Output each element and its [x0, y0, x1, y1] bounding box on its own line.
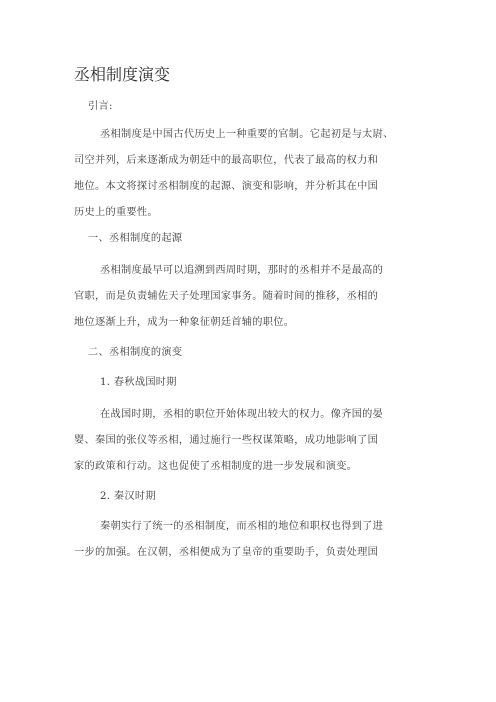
paragraph-line: 秦朝实行了统一的丞相制度，而丞相的地位和职权也得到了进: [100, 521, 384, 532]
paragraph-line: 地位。本文将探讨丞相制度的起源、演变和影响，并分析其在中国: [74, 181, 379, 192]
paragraph-line: 地位逐渐上升，成为一种象征朝廷首辅的职位。: [74, 317, 295, 328]
subsection-heading: 2. 秦汉时期: [100, 491, 156, 502]
paragraph-line: 官职，而是负责辅佐天子处理国家事务。随着时间的推移，丞相的: [74, 291, 379, 302]
paragraph-line: 司空并列，后来逐渐成为朝廷中的最高职位，代表了最高的权力和: [74, 155, 379, 166]
paragraph-line: 在战国时期，丞相的职位开始体现出较大的权力。像齐国的晏: [100, 409, 384, 420]
paragraph-line: 丞相制度是中国古代历史上一种重要的官制。它起初是与太尉、: [100, 129, 394, 140]
section-heading: 二、丞相制度的演变: [88, 347, 183, 358]
intro-label: 引言:: [88, 101, 113, 112]
paragraph-line: 历史上的重要性。: [74, 207, 158, 218]
paragraph-line: 丞相制度最早可以追溯到西周时期，那时的丞相并不是最高的: [100, 265, 384, 276]
section-heading: 一、丞相制度的起源: [88, 233, 183, 244]
subsection-heading: 1. 春秋战国时期: [100, 377, 177, 388]
paragraph-line: 一步的加强。在汉朝，丞相便成为了皇帝的重要助手，负责处理国: [74, 547, 379, 558]
document-title: 丞相制度演变: [74, 65, 171, 84]
paragraph-line: 婴、秦国的张仪等丞相，通过施行一些权谋策略，成功地影响了国: [74, 435, 379, 446]
paragraph-line: 家的政策和行动。这也促使了丞相制度的进一步发展和演变。: [74, 461, 358, 472]
